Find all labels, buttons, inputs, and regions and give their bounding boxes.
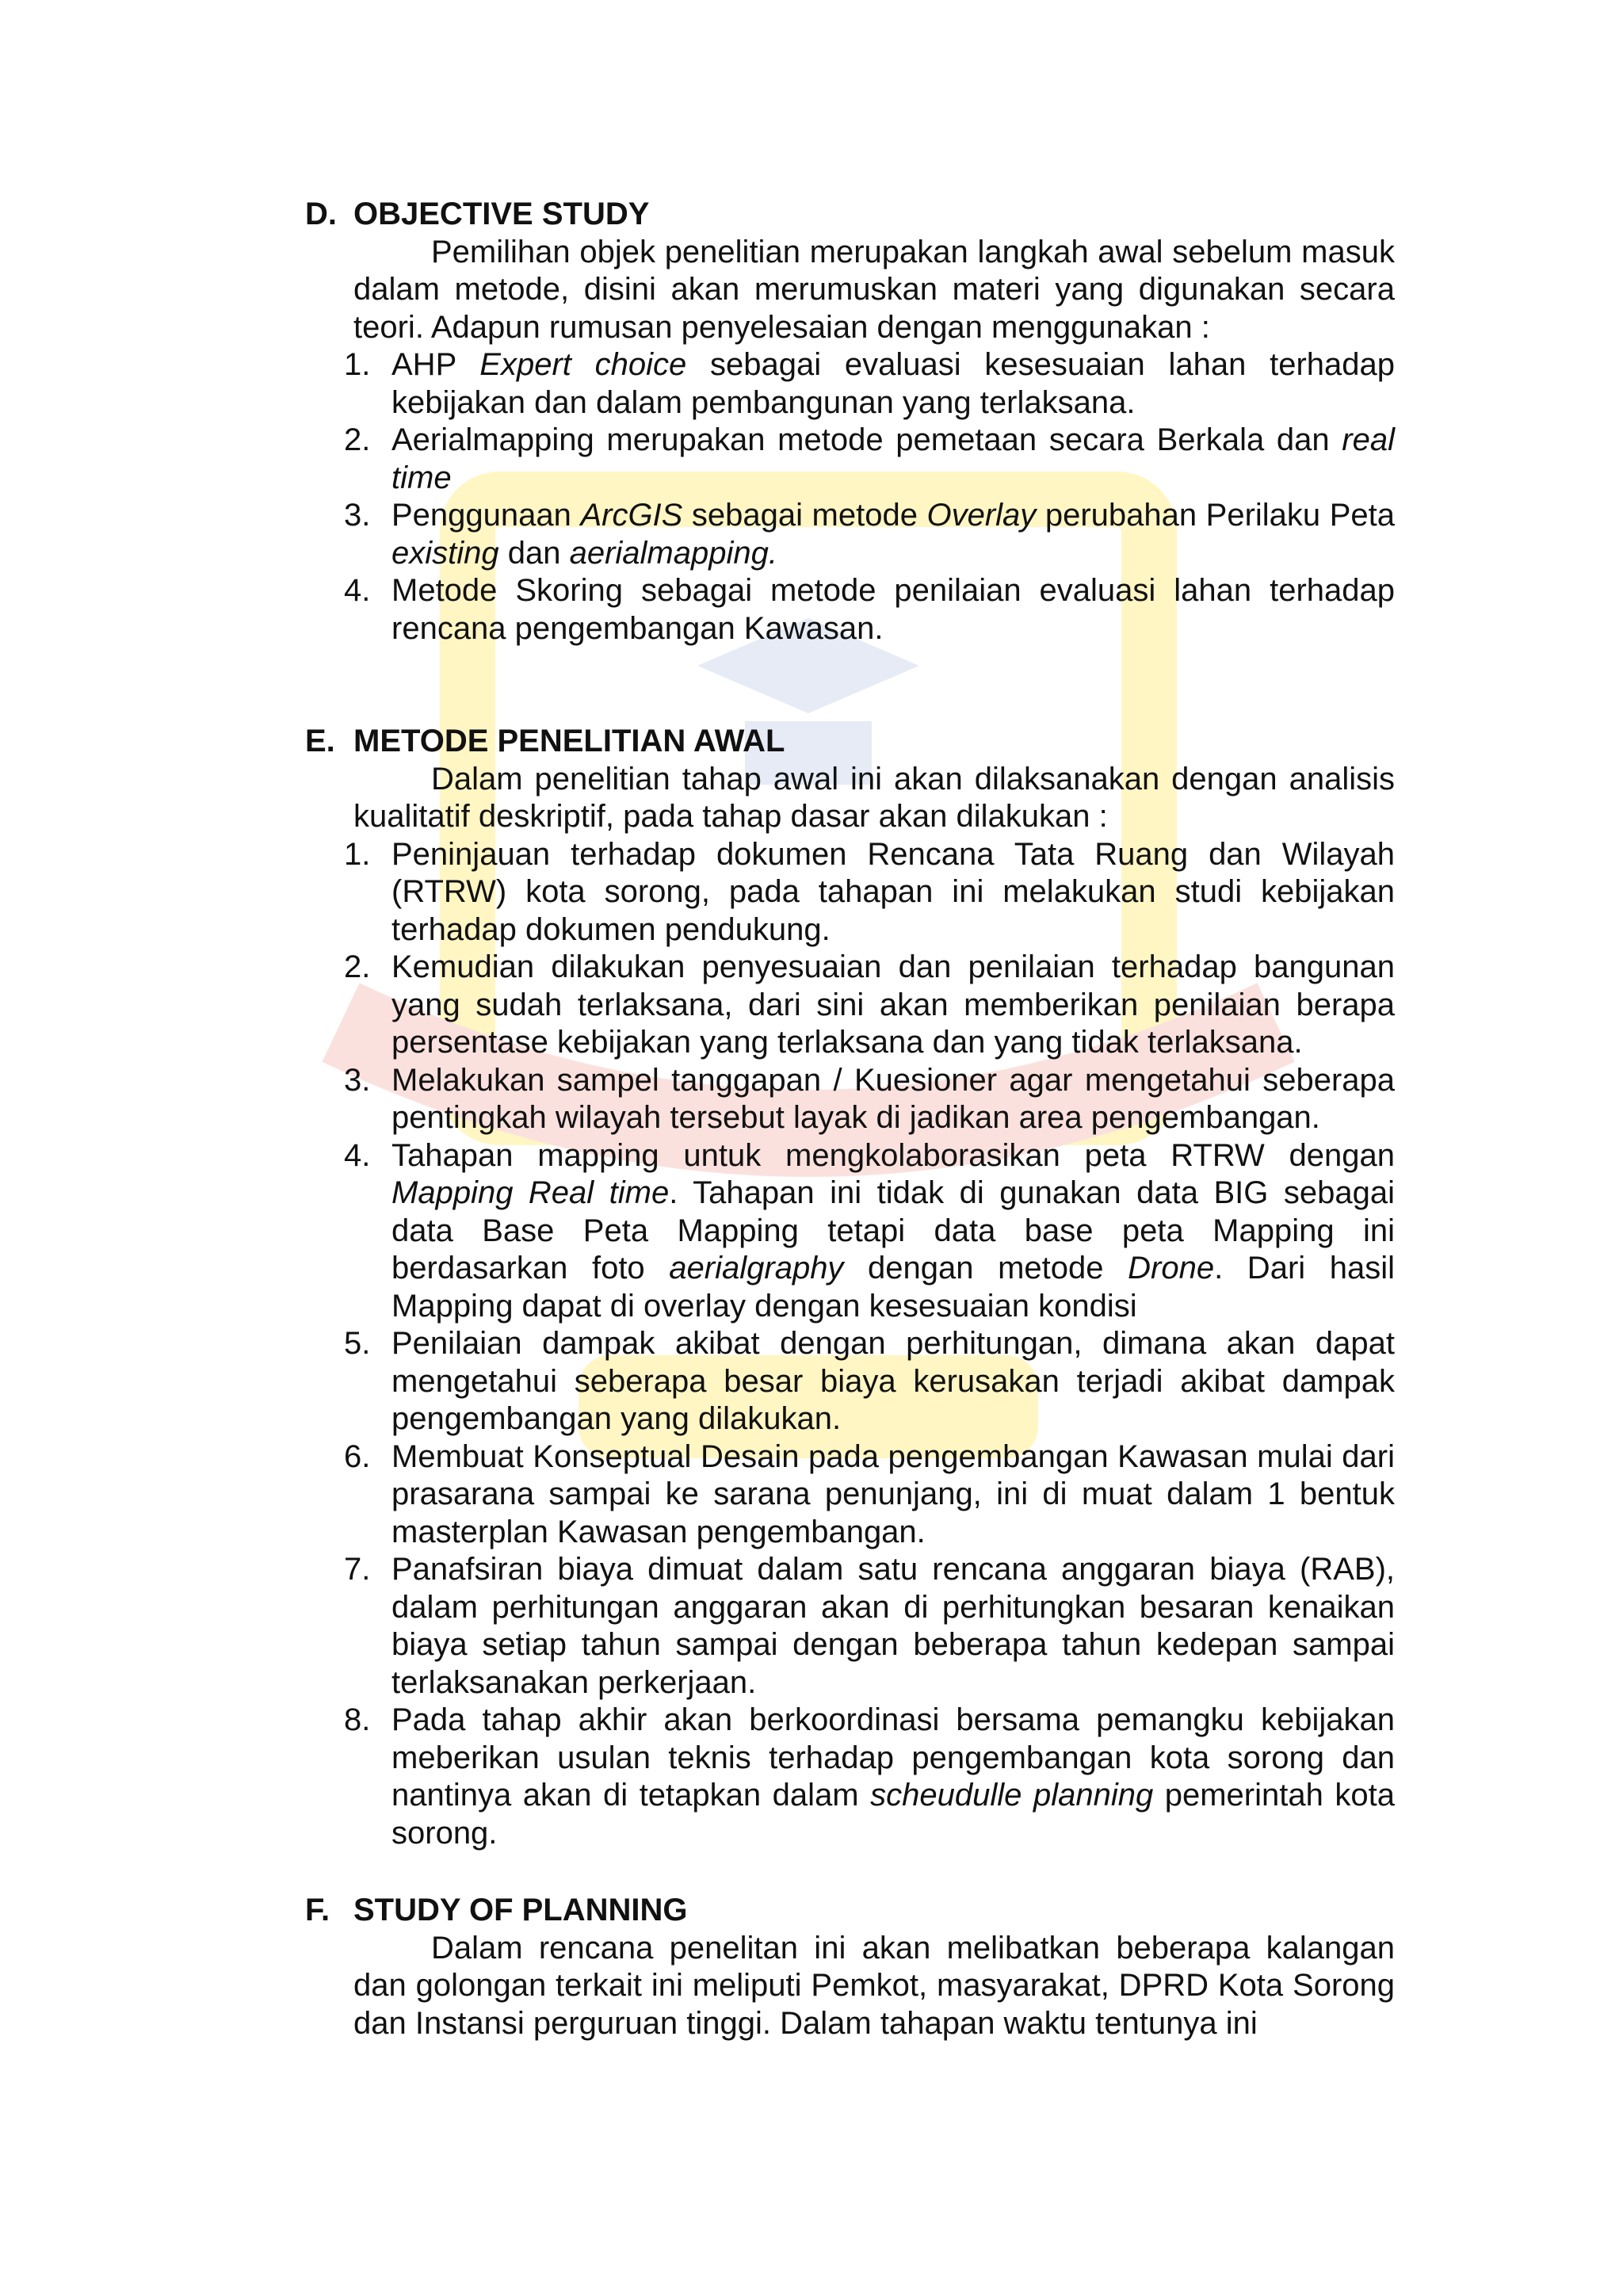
section-intro-paragraph: Dalam penelitian tahap awal ini akan dilaksanakan dengan analisis kualitatif deskriptif, pada tahap dasar akan dilakukan : [353,761,1395,834]
list-item-number: 6. [344,1438,371,1474]
list-item [305,346,1395,422]
text-run: Pada tahap akhir akan berkoordinasi bersama pemangku kebijakan meberikan usulan teknis terhadap pengembangan kota sorong dan nantinya akan di tetapkan dalam [391,1702,1395,1813]
list-item-number: 1. [344,836,371,872]
text-run: . Tahapan ini tidak di gunakan data BIG sebagai data Base Peta Mapping tetapi data base peta Mapping ini berdasarkan foto [391,1175,1395,1286]
italic-term: ArcGIS [580,498,683,533]
list-item-text [391,1702,1395,1851]
text-run: Penilaian dampak akibat dengan perhitungan, dimana akan dapat mengetahui seberapa besar biaya kerusakan terjadi akibat dampak pengembangan yang dilakukan. [391,1326,1395,1436]
list-item-text [391,1063,1395,1136]
list-item-text [391,1326,1395,1436]
section-letter: D. [305,197,337,231]
text-run: perubahan Perilaku Peta [1036,498,1395,533]
list-item [305,1325,1395,1438]
section-letter: F. [305,1893,330,1927]
text-run: dan [498,535,570,571]
list-item-number: 7. [344,1552,371,1587]
list-item-number: 8. [344,1702,371,1737]
list-item-number: 3. [344,1062,371,1098]
text-run: Panafsiran biaya dimuat dalam satu rencana anggaran biaya (RAB), dalam perhitungan anggaran akan di perhitungkan besaran kenaikan biaya setiap tahun sampai dengan beberapa tahun kedepan sampai terlaksanakan perkerjaan. [391,1552,1395,1700]
section-letter: E. [305,724,335,758]
list-item-number: 1. [344,347,371,382]
list-item [305,1438,1395,1552]
text-run: sebagai evaluasi kesesuaian lahan terhadap kebijakan dan dalam pembangunan yang terlaksana. [391,347,1396,420]
section-objective-study [305,196,1395,648]
text-run: pemerintah kota sorong. [391,1778,1395,1851]
list-item-text [391,1439,1395,1549]
text-run: Membuat Konseptual Desain pada pengembangan Kawasan mulai dari prasarana sampai ke sarana penunjang, ini di muat dalam 1 bentuk masterplan Kawasan pengembangan. [391,1438,1395,1549]
italic-term: Overlay [926,498,1037,533]
italic-term: Mapping Real time [391,1175,670,1210]
text-run: Kemudian dilakukan penyesuaian dan penilaian terhadap bangunan yang sudah terlaksana, dari sini akan memberikan penilaian berapa persentase kebijakan yang terlaksana dan yang tidak terlaksana. [391,949,1395,1060]
list-item-number: 2. [344,949,371,984]
section-heading [305,1892,1395,1930]
text-run: Melakukan sampel tanggapan / Kuesioner agar mengetahui seberapa pentingkah wilayah tersebut layak di jadikan area pengembangan. [391,1062,1395,1135]
list-item [305,497,1395,572]
italic-term: existing [391,535,499,571]
text-run: Metode Skoring sebagai metode penilaian evaluasi lahan terhadap rencana pengembangan Kawasan. [391,573,1395,646]
list-item [305,949,1395,1062]
section-heading [305,723,1395,761]
section-title: STUDY OF PLANNING [353,1893,688,1927]
list-item-number: 4. [344,573,371,608]
section-title: METODE PENELITIAN AWAL [353,724,785,758]
list-item-text [391,1552,1395,1700]
list-item [305,1551,1395,1702]
list-item-text [391,573,1395,646]
list-item-text [391,1138,1395,1324]
list-item [305,1062,1395,1137]
italic-term: scheudulle planning [870,1778,1154,1813]
section-title: OBJECTIVE STUDY [353,197,650,231]
list-item-number: 2. [344,422,371,457]
italic-term: aerialgraphy [669,1251,844,1286]
section-metode-penelitian-awal [305,723,1395,1852]
text-run: . Dari hasil Mapping dapat di overlay dengan kesesuaian kondisi [391,1251,1396,1324]
numbered-list [305,346,1395,648]
list-item [305,1137,1395,1326]
text-run: dengan metode [843,1251,1128,1286]
list-item-number: 4. [344,1137,371,1173]
text-run: Aerialmapping merupakan metode pemetaan secara Berkala dan [391,422,1342,457]
text-run: Penggunaan [391,498,581,533]
numbered-list [305,836,1395,1853]
list-item [305,836,1395,949]
list-item-text [391,837,1395,947]
list-item [305,572,1395,648]
list-item-text [391,422,1395,495]
section-intro-paragraph: Dalam rencana penelitan ini akan melibatkan beberapa kalangan dan golongan terkait ini meliputi Pemkot, masyarakat, DPRD Kota Sorong dan Instansi perguruan tinggi. Dalam tahapan waktu tentunya ini [353,1930,1395,2041]
list-item [305,1702,1395,1852]
section-heading [305,196,1395,234]
text-run: Tahapan mapping untuk mengkolaborasikan peta RTRW dengan [391,1137,1395,1173]
italic-term: aerialmapping. [569,535,777,571]
italic-term: Expert choice [479,347,687,382]
section-intro-paragraph: Pemilihan objek penelitian merupakan langkah awal sebelum masuk dalam metode, disini akan merumuskan materi yang digunakan secara teori. Adapun rumusan penyelesaian dengan menggunakan : [353,234,1395,345]
list-item-number: 5. [344,1326,371,1361]
italic-term: Drone [1128,1251,1215,1286]
text-run: Peninjauan terhadap dokumen Rencana Tata Ruang dan Wilayah (RTRW) kota sorong, pada tahapan ini melakukan studi kebijakan terhadap dokumen pendukung. [391,836,1395,947]
section-study-of-planning [305,1892,1395,2042]
list-item-number: 3. [344,498,371,533]
text-run: AHP [391,347,480,382]
italic-term: real time [391,422,1395,495]
list-item-text [391,498,1395,571]
text-run: sebagai metode [682,498,927,533]
list-item [305,422,1395,497]
list-item-text [391,949,1395,1060]
list-item-text [391,347,1395,420]
